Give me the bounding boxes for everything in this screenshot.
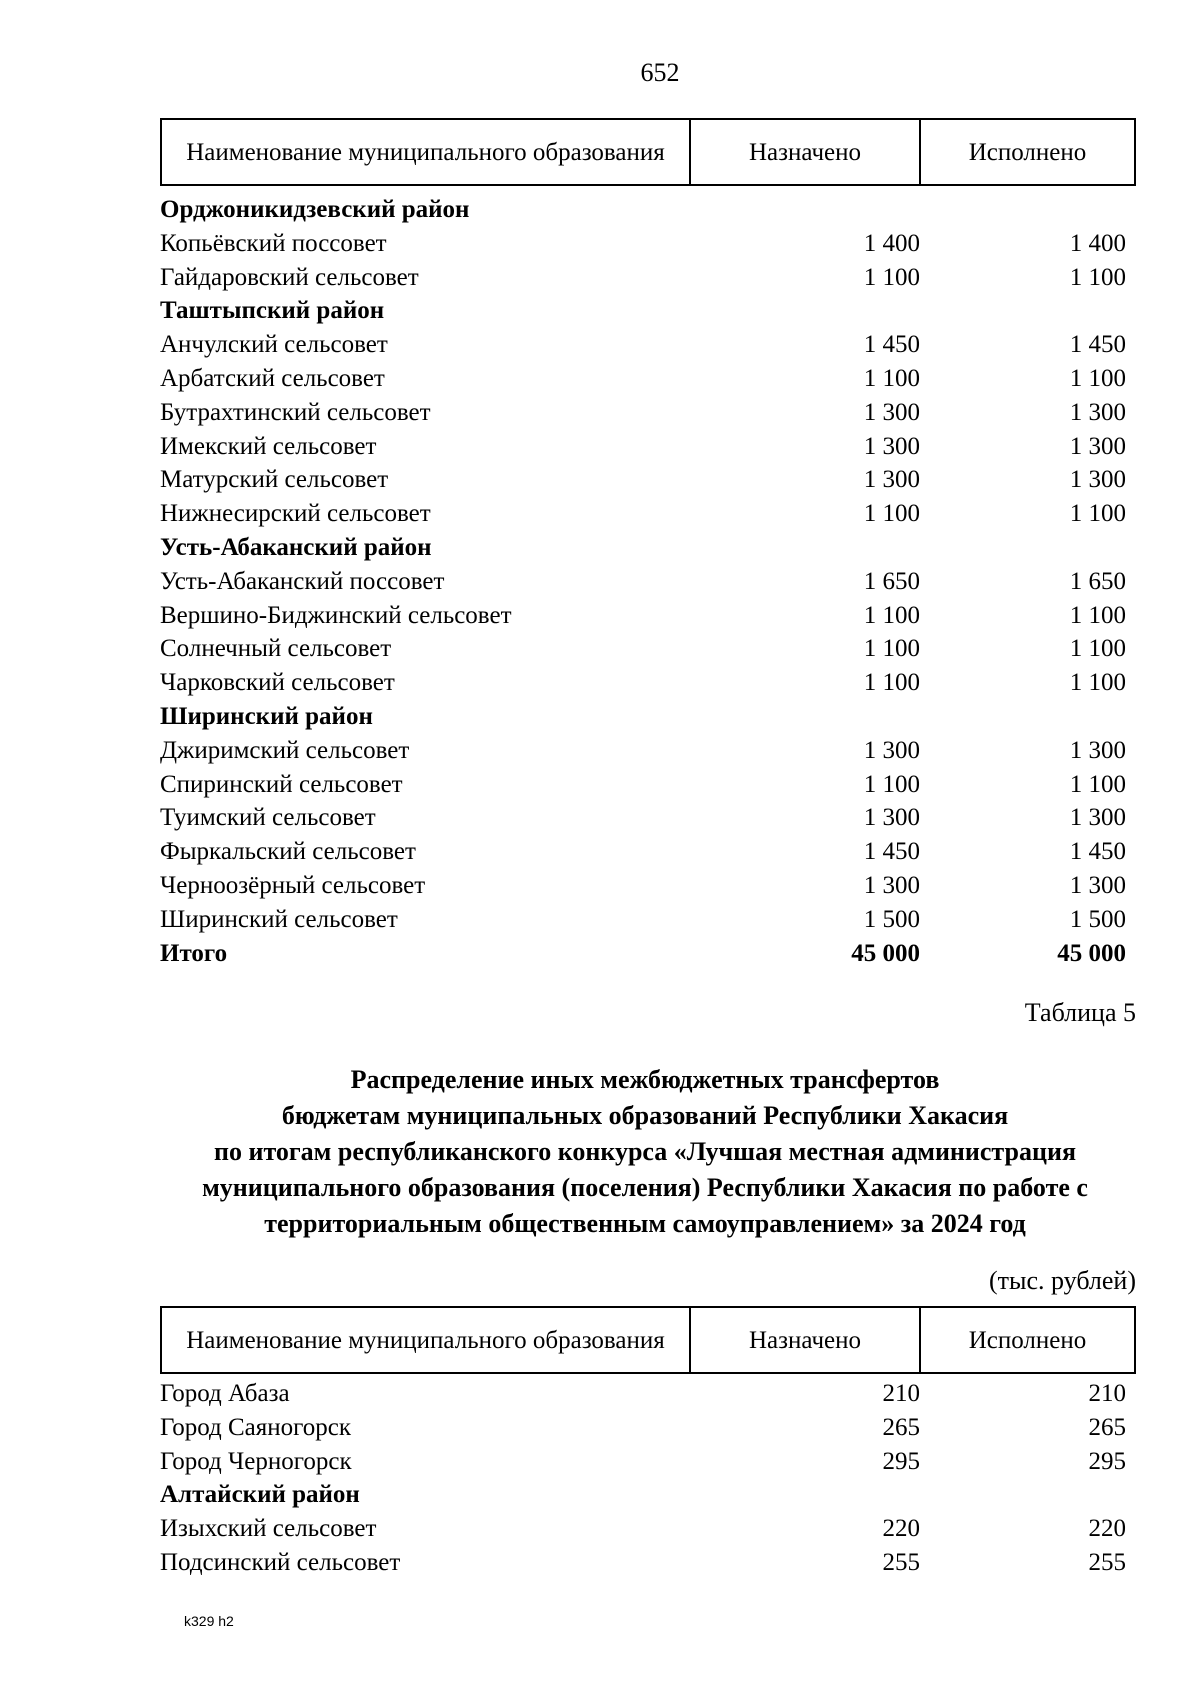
table-row <box>160 666 1136 700</box>
row-name: Ширинский район <box>160 702 373 730</box>
planned-value: 1 400 <box>863 229 920 257</box>
row-name: Анчулский сельсовет <box>160 331 388 359</box>
row-name: Изыхский сельсовет <box>160 1515 377 1543</box>
table-row <box>160 1445 1136 1479</box>
district-heading-row <box>160 1478 1136 1512</box>
table-number-label: Таблица 5 <box>1024 998 1136 1027</box>
table-row <box>160 801 1136 835</box>
executed-value: 1 100 <box>1069 364 1126 392</box>
planned-value: 1 100 <box>863 500 920 528</box>
planned-value: 1 300 <box>863 398 920 426</box>
district-heading-row <box>160 700 1136 734</box>
executed-value: 1 300 <box>1069 398 1126 426</box>
row-name: Усть-Абаканский район <box>160 533 432 561</box>
table4-body <box>160 193 1136 970</box>
table-row <box>160 734 1136 768</box>
row-name: Вершино-Биджинский сельсовет <box>160 601 512 629</box>
executed-value: 1 450 <box>1069 331 1126 359</box>
table-row <box>160 565 1136 599</box>
table-row <box>160 599 1136 633</box>
row-name: Туимский сельсовет <box>160 804 376 832</box>
unit-label: (тыс. рублей) <box>988 1266 1136 1295</box>
table-row <box>160 328 1136 362</box>
executed-value: 1 100 <box>1069 601 1126 629</box>
executed-value: 1 650 <box>1069 567 1126 595</box>
planned-value: 1 100 <box>863 601 920 629</box>
row-name: Город Абаза <box>160 1380 290 1407</box>
executed-value: 1 450 <box>1069 838 1126 866</box>
table-row <box>160 903 1136 937</box>
planned-value: 1 650 <box>863 567 920 595</box>
table-row <box>160 261 1136 295</box>
column-header-planned: Назначено <box>691 1308 921 1372</box>
executed-value: 1 300 <box>1069 432 1126 460</box>
row-name: Итого <box>160 939 228 967</box>
row-name: Арбатский сельсовет <box>160 364 385 392</box>
row-name: Чарковский сельсовет <box>160 669 395 697</box>
row-name: Имекский сельсовет <box>160 432 377 460</box>
row-name: Бутрахтинский сельсовет <box>160 398 431 426</box>
title-line: по итогам республиканского конкурса «Лучшая местная администрация <box>213 1137 1077 1166</box>
page-number: 652 <box>640 58 680 87</box>
executed-value: 1 300 <box>1069 871 1126 899</box>
table-row <box>160 1512 1136 1546</box>
planned-value: 255 <box>882 1548 920 1576</box>
table5-body <box>160 1377 1136 1580</box>
table-row <box>160 430 1136 464</box>
executed-value: 1 300 <box>1069 466 1126 494</box>
title-line: Распределение иных межбюджетных трансфертов <box>350 1065 940 1094</box>
row-name: Город Черногорск <box>160 1447 352 1475</box>
planned-value: 1 300 <box>863 871 920 899</box>
executed-value: 1 100 <box>1069 770 1126 798</box>
table-row <box>160 768 1136 802</box>
table-row <box>160 362 1136 396</box>
executed-value: 220 <box>1088 1515 1126 1543</box>
table-row <box>160 463 1136 497</box>
table-row <box>160 1411 1136 1445</box>
row-name: Нижнесирский сельсовет <box>160 500 431 528</box>
planned-value: 1 500 <box>863 905 920 933</box>
row-name: Спиринский сельсовет <box>160 770 403 798</box>
row-name: Джиримский сельсовет <box>160 736 410 764</box>
row-name: Солнечный сельсовет <box>160 635 392 663</box>
table5-title <box>150 1062 1140 1242</box>
title-line: территориальным общественным самоуправлением» за 2024 год <box>264 1209 1026 1238</box>
column-header-executed: Исполнено <box>968 1326 1087 1354</box>
planned-value: 1 300 <box>863 804 920 832</box>
table-row <box>160 396 1136 430</box>
row-name: Гайдаровский сельсовет <box>160 263 419 291</box>
planned-value: 1 100 <box>863 669 920 697</box>
planned-value: 1 450 <box>863 838 920 866</box>
executed-value: 45 000 <box>1057 939 1126 967</box>
executed-value: 1 400 <box>1069 229 1126 257</box>
executed-value: 255 <box>1088 1548 1126 1576</box>
row-name: Фыркальский сельсовет <box>160 838 416 866</box>
row-name: Матурский сельсовет <box>160 466 389 494</box>
row-name: Таштыпский район <box>160 297 385 325</box>
row-name: Ширинский сельсовет <box>160 905 398 933</box>
district-heading-row <box>160 294 1136 328</box>
executed-value: 1 500 <box>1069 905 1126 933</box>
executed-value: 210 <box>1088 1380 1126 1407</box>
table-row <box>160 497 1136 531</box>
table5-header <box>160 1306 1136 1374</box>
planned-value: 1 450 <box>863 331 920 359</box>
executed-value: 1 100 <box>1069 500 1126 528</box>
table-row <box>160 632 1136 666</box>
planned-value: 1 100 <box>863 263 920 291</box>
footer-code: k329 h2 <box>184 1613 234 1629</box>
row-name: Город Саяногорск <box>160 1413 352 1441</box>
planned-value: 45 000 <box>851 939 920 967</box>
planned-value: 1 300 <box>863 466 920 494</box>
executed-value: 1 100 <box>1069 669 1126 697</box>
executed-value: 1 100 <box>1069 635 1126 663</box>
row-name: Копьёвский поссовет <box>160 229 387 257</box>
table4-header <box>160 118 1136 186</box>
column-header-planned: Назначено <box>691 120 921 184</box>
total-row <box>160 937 1136 971</box>
column-header-executed: Исполнено <box>968 138 1087 166</box>
row-name: Орджоникидзевский район <box>160 196 470 223</box>
title-line: муниципального образования (поселения) Республики Хакасия по работе с <box>202 1173 1088 1202</box>
column-header-name: Наименование муниципального образования <box>162 1308 691 1372</box>
planned-value: 1 300 <box>863 736 920 764</box>
planned-value: 1 100 <box>863 635 920 663</box>
row-name: Усть-Абаканский поссовет <box>160 567 445 595</box>
table-row <box>160 227 1136 261</box>
planned-value: 1 100 <box>863 364 920 392</box>
planned-value: 220 <box>882 1515 920 1543</box>
planned-value: 1 300 <box>863 432 920 460</box>
planned-value: 1 100 <box>863 770 920 798</box>
executed-value: 1 100 <box>1069 263 1126 291</box>
planned-value: 295 <box>882 1447 920 1475</box>
table-row <box>160 1546 1136 1580</box>
district-heading-row <box>160 193 1136 227</box>
row-name: Черноозёрный сельсовет <box>160 871 426 899</box>
row-name: Подсинский сельсовет <box>160 1548 401 1576</box>
column-header-name: Наименование муниципального образования <box>162 120 691 184</box>
table-row <box>160 1377 1136 1411</box>
title-line: бюджетам муниципальных образований Республики Хакасия <box>281 1101 1009 1130</box>
row-name: Алтайский район <box>160 1481 360 1509</box>
executed-value: 1 300 <box>1069 804 1126 832</box>
executed-value: 1 300 <box>1069 736 1126 764</box>
executed-value: 295 <box>1088 1447 1126 1475</box>
executed-value: 265 <box>1088 1413 1126 1441</box>
planned-value: 265 <box>882 1413 920 1441</box>
table-row <box>160 835 1136 869</box>
table-row <box>160 869 1136 903</box>
planned-value: 210 <box>882 1380 920 1407</box>
district-heading-row <box>160 531 1136 565</box>
